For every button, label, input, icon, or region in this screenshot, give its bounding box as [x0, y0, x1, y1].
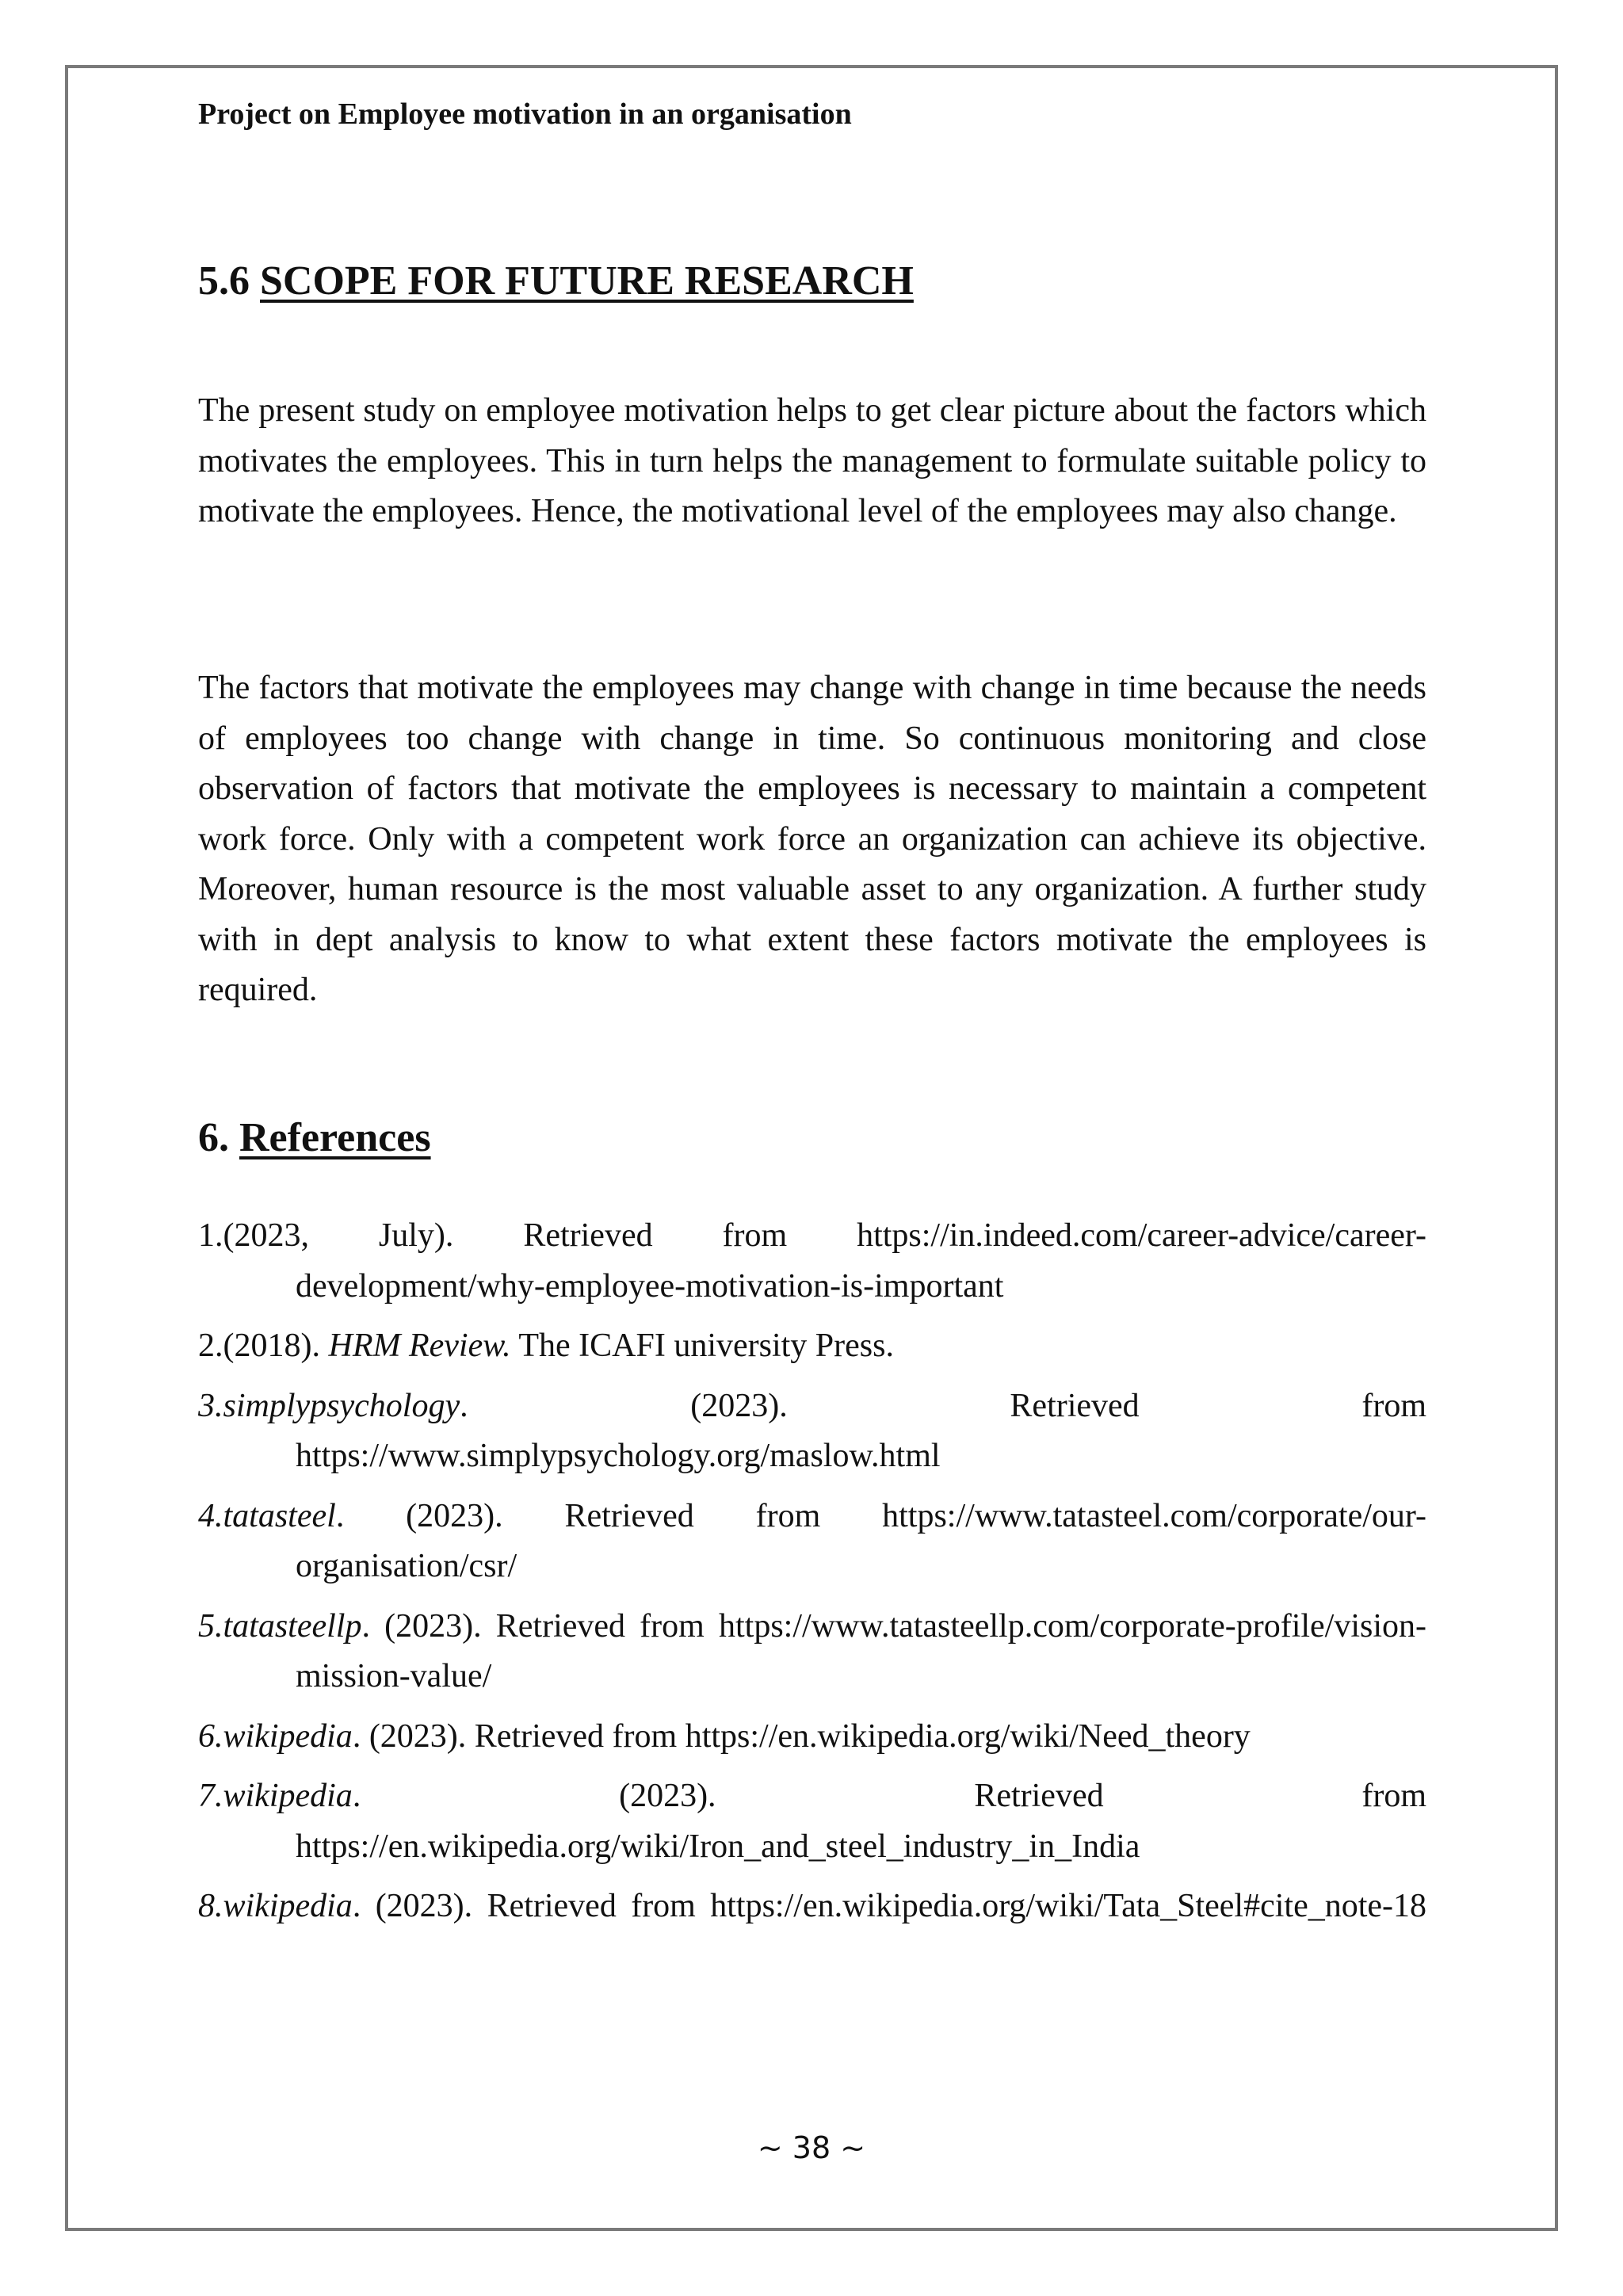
reference-item-8: [198, 1881, 1426, 1932]
reference-prefix: 5.: [198, 1607, 223, 1645]
reference-retrieved: Retrieved from: [487, 1888, 696, 1924]
reference-retrieved: Retrieved from: [974, 1778, 1426, 1814]
reference-date: . (2023).: [460, 1387, 788, 1424]
reference-prefix: 6.: [198, 1717, 223, 1755]
reference-source: tatasteel: [223, 1497, 336, 1534]
reference-prefix: 1.: [198, 1217, 223, 1254]
reference-date: . (2023).: [352, 1778, 716, 1814]
page-number: ~ 38 ~: [757, 2130, 866, 2165]
reference-prefix: 2.: [198, 1328, 223, 1364]
reference-date: . (2023).: [352, 1717, 467, 1755]
reference-source: wikipedia: [223, 1717, 353, 1755]
reference-date: . (2023).: [361, 1607, 482, 1645]
reference-source: simplypsychology: [223, 1387, 460, 1424]
reference-source: tatasteellp: [223, 1607, 362, 1645]
reference-url[interactable]: https://en.wikipedia.org/wiki/Tata_Steel#cite_note-18: [710, 1888, 1427, 1924]
reference-item-2: [198, 1321, 1426, 1372]
reference-list: [198, 1211, 1426, 1942]
section-title: References: [239, 1115, 431, 1160]
section-title: SCOPE FOR FUTURE RESEARCH: [260, 258, 914, 304]
reference-url[interactable]: https://en.wikipedia.org/wiki/Iron_and_steel_industry_in_India: [296, 1828, 1140, 1865]
reference-retrieved: Retrieved from: [1010, 1387, 1426, 1424]
scope-paragraph-1: The present study on employee motivation helps to get clear picture about the factors which motivates the employees. This in turn helps the management to formulate suitable policy to motivate the employees. Hence, the motivational level of the employees may also change.: [198, 392, 1426, 529]
reference-item-3: [198, 1381, 1426, 1482]
section-heading-scope: [198, 258, 914, 304]
reference-prefix: 7.: [198, 1778, 223, 1814]
reference-date: (2023, July).: [223, 1217, 454, 1254]
reference-item-1: [198, 1211, 1426, 1312]
reference-date: (2018).: [223, 1328, 320, 1364]
reference-item-5: [198, 1602, 1426, 1702]
reference-item-7: [198, 1771, 1426, 1872]
reference-date: . (2023).: [352, 1888, 473, 1924]
reference-date: . (2023).: [335, 1497, 503, 1534]
reference-title: HRM Review.: [328, 1328, 511, 1364]
reference-url[interactable]: https://en.wikipedia.org/wiki/Need_theory: [685, 1717, 1251, 1755]
reference-item-4: [198, 1492, 1426, 1592]
reference-url[interactable]: https://www.simplypsychology.org/maslow.html: [296, 1438, 941, 1474]
section-number: 6.: [198, 1115, 229, 1160]
reference-prefix: 4.: [198, 1497, 223, 1534]
reference-prefix: 3.: [198, 1387, 223, 1424]
reference-url[interactable]: https://in.indeed.com/career-advice/career-development/why-employee-motivation-is-important: [296, 1217, 1426, 1305]
section-number: 5.6: [198, 258, 250, 304]
reference-retrieved: Retrieved from: [523, 1217, 788, 1254]
section-heading-references: [198, 1114, 431, 1161]
reference-source: wikipedia: [223, 1778, 353, 1814]
reference-source: wikipedia: [223, 1888, 353, 1924]
reference-url[interactable]: https://www.tatasteel.com/corporate/our-organisation/csr/: [296, 1497, 1427, 1584]
reference-publisher: The ICAFI university Press.: [518, 1328, 894, 1364]
running-header: Project on Employee motivation in an organisation: [198, 97, 852, 131]
reference-item-6: [198, 1712, 1426, 1763]
reference-url[interactable]: https://www.tatasteellp.com/corporate-profile/vision-mission-value/: [296, 1607, 1427, 1694]
reference-retrieved: Retrieved from: [474, 1717, 678, 1755]
reference-retrieved: Retrieved from: [564, 1497, 821, 1534]
reference-prefix: 8.: [198, 1888, 223, 1924]
scope-paragraph-2: The factors that motivate the employees may change with change in time because the needs of employees too change with change in time. So continuous monitoring and close observation of factors that motivate the employees is necessary to maintain a competent work force. Only with a competent work force an organization can achieve its objective. Moreover, human resource is the most valuable asset to any organization. A further study with in dept analysis to know to what extent these factors motivate the employees is required.: [198, 670, 1426, 1008]
reference-retrieved: Retrieved from: [495, 1607, 705, 1645]
